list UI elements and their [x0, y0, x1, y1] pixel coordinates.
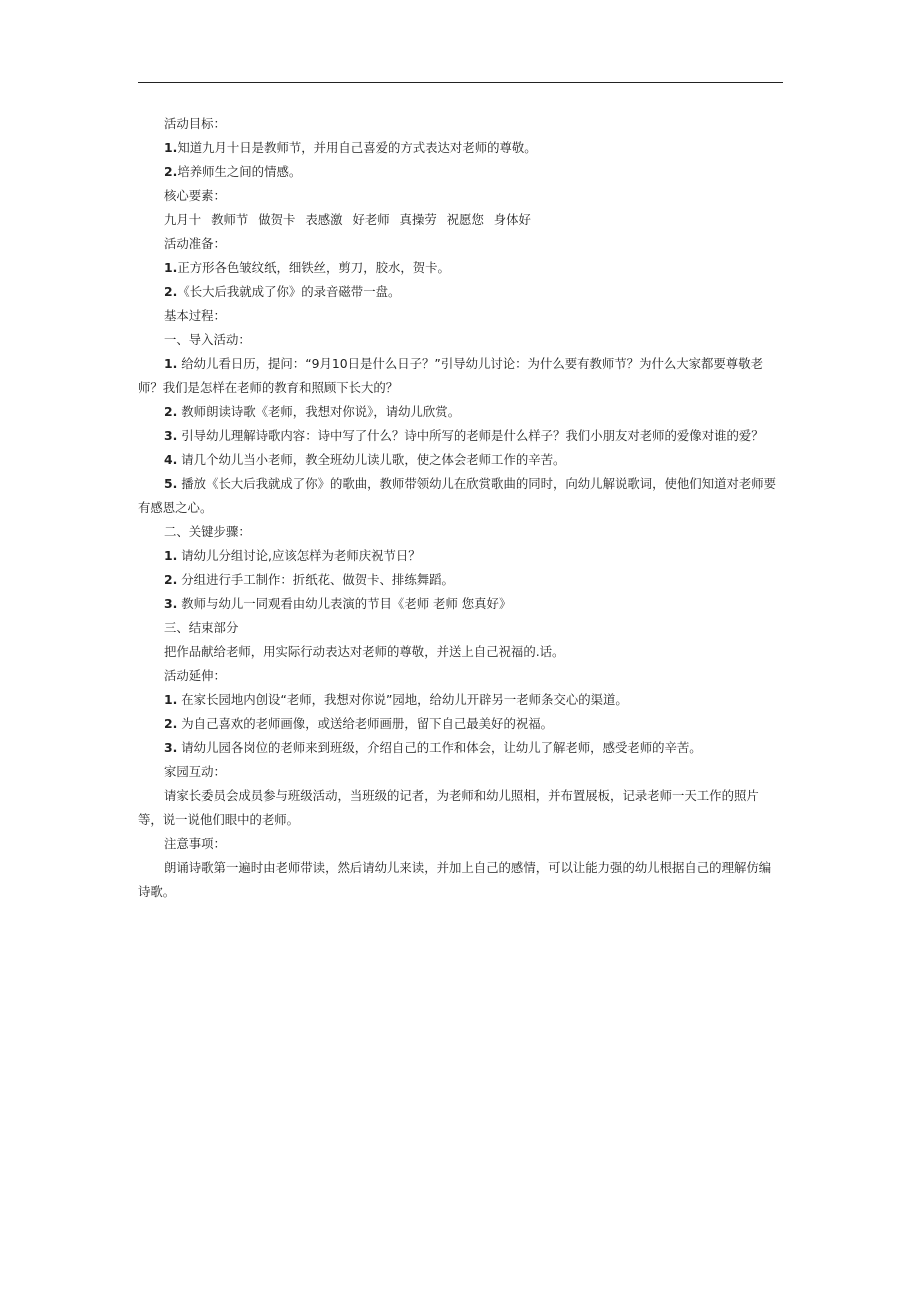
section-heading-preparation: 活动准备： [164, 236, 226, 251]
conclusion-text: 把作品献给老师，用实际行动表达对老师的尊敬，并送上自己祝福的.话。 [164, 644, 565, 659]
section-heading-extension: 活动延伸： [164, 668, 226, 683]
subheading-introduction: 一、导入活动： [164, 332, 251, 347]
document-body [138, 112, 783, 904]
key-step-2: 2. 分组进行手工制作：折纸花、做贺卡、排练舞蹈。 [164, 572, 454, 587]
extension-item-1: 1. 在家长园地内创设“老师，我想对你说”园地，给幼儿开辟另一老师条交心的渠道。 [164, 692, 628, 707]
section-heading-notes: 注意事项： [164, 836, 226, 851]
extension-item-2: 2. 为自己喜欢的老师画像，或送给老师画册，留下自己最美好的祝福。 [164, 716, 554, 731]
core-elements-list: 九月十 教师节 做贺卡 表感激 好老师 真操劳 祝愿您 身体好 [164, 212, 531, 227]
section-heading-core-elements: 核心要素： [164, 188, 226, 203]
key-step-1: 1. 请幼儿分组讨论,应该怎样为老师庆祝节日？ [164, 548, 421, 563]
home-interaction-text: 请家长委员会成员参与班级活动，当班级的记者，为老师和幼儿照相，并布置展板，记录老师一天工作的照片等，说一说他们眼中的老师。 [138, 788, 759, 827]
intro-item-2: 2. 教师朗读诗歌《老师，我想对你说》，请幼儿欣赏。 [164, 404, 461, 419]
extension-item-3: 3. 请幼儿园各岗位的老师来到班级，介绍自己的工作和体会，让幼儿了解老师，感受老师的辛苦。 [164, 740, 702, 755]
goal-item-2: 2.培养师生之间的情感。 [164, 164, 302, 179]
key-step-3: 3. 教师与幼儿一同观看由幼儿表演的节目《老师 老师 您真好》 [164, 596, 512, 611]
intro-item-1: 1. 给幼儿看日历，提问：“9月10日是什么日子？”引导幼儿讨论：为什么要有教师节？为什么大家都要尊敬老师？我们是怎样在老师的教育和照顾下长大的？ [138, 356, 763, 395]
intro-item-3: 3. 引导幼儿理解诗歌内容：诗中写了什么？诗中所写的老师是什么样子？我们小朋友对老师的爱像对谁的爱？ [164, 428, 764, 443]
subheading-conclusion: 三、结束部分 [164, 620, 239, 635]
prep-item-2: 2.《长大后我就成了你》的录音磁带一盘。 [164, 284, 401, 299]
subheading-key-steps: 二、关键步骤： [164, 524, 251, 539]
notes-text: 朗诵诗歌第一遍时由老师带读，然后请幼儿来读，并加上自己的感情，可以让能力强的幼儿根据自己的理解仿编诗歌。 [138, 860, 772, 899]
goal-item-1: 1.知道九月十日是教师节，并用自己喜爱的方式表达对老师的尊敬。 [164, 140, 537, 155]
section-heading-goals: 活动目标： [164, 116, 226, 131]
prep-item-1: 1.正方形各色皱纹纸，细铁丝，剪刀，胶水，贺卡。 [164, 260, 450, 275]
section-heading-basic-process: 基本过程： [164, 308, 226, 323]
section-heading-home-interaction: 家园互动： [164, 764, 226, 779]
intro-item-4: 4. 请几个幼儿当小老师，教全班幼儿读儿歌，使之体会老师工作的辛苦。 [164, 452, 566, 467]
intro-item-5: 5. 播放《长大后我就成了你》的歌曲，教师带领幼儿在欣赏歌曲的同时，向幼儿解说歌词，使他们知道对老师要有感恩之心。 [138, 476, 777, 515]
header-divider [138, 82, 783, 83]
